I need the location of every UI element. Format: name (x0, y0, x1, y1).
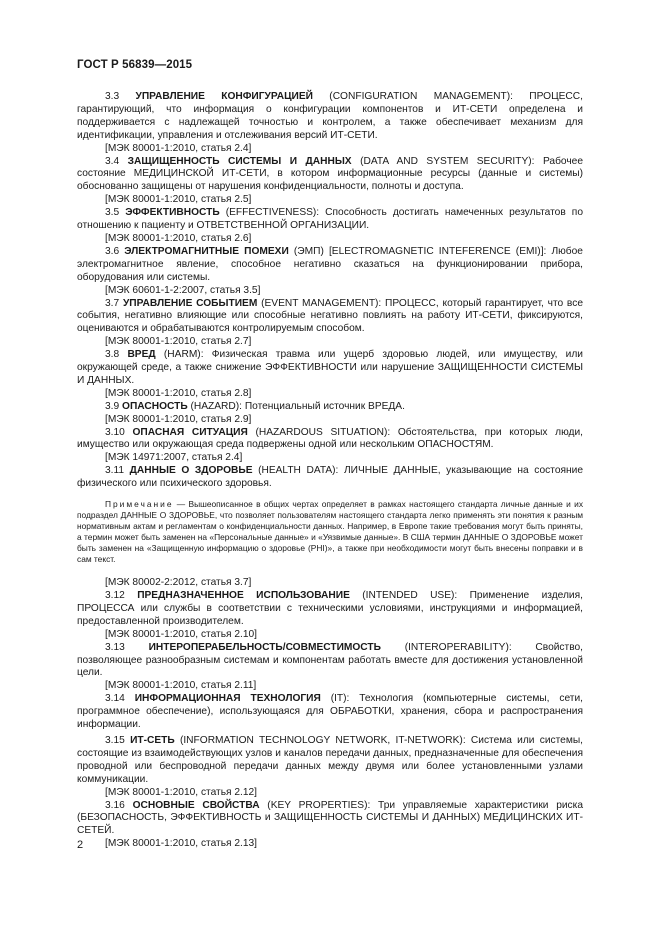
term-reference: [МЭК 80001-1:2010, статья 2.6] (105, 232, 252, 244)
term-entry (77, 401, 583, 414)
term-entry (77, 642, 583, 681)
term-number: 3.13 (105, 641, 125, 653)
terms-list-2 (77, 590, 583, 851)
term-number: 3.3 (105, 91, 120, 102)
term-reference: [МЭК 80001-1:2010, статья 2.12] (105, 786, 258, 798)
term-number: 3.8 (105, 349, 120, 361)
term-number: 3.15 (105, 734, 125, 746)
term-entry (77, 156, 583, 195)
term-reference: [МЭК 80001-1:2010, статья 2.11] (105, 680, 257, 692)
term-name: ЭЛЕКТРОМАГНИТНЫЕ ПОМЕХИ (124, 245, 289, 257)
note-body: Вышеописанное в общих чертах определяет в рамках настоящего стандарта личные данные и их подраздел ДАННЫЕ О ЗДОРОВЬЕ, что позволяет пользователям настоящего стандарта легко применять эти понятия к разным нормативным актам и регламентам о конфиденциальности данных. Например, в Европе такие требования могут быть приняты, а термин может быть заменен на «Персональные данные» и «Уязвимые данные». В США термин ДАННЫЕ О ЗДОРОВЬЕ может быть заменен на «Защищенную информацию о здоровье (PHI)», а также при необходимости могут быть внесены поправки и в сам текст. (77, 499, 584, 565)
term-name: ОСНОВНЫЕ СВОЙСТВА (132, 799, 260, 811)
page-number: 2 (77, 839, 84, 851)
term-name: УПРАВЛЕНИЕ КОНФИГУРАЦИЕЙ (135, 91, 313, 102)
term-definition: (EVENT MANAGEMENT): ПРОЦЕСС, который гарантирует, что все события, негативно влияющие или способные негативно повлиять на работу ИТ-СЕТИ, фиксируются, оцениваются и обрабатываются контролируемым способом. (77, 297, 583, 335)
term-number: 3.16 (105, 799, 125, 811)
term-definition: (ЭМП) [ELECTROMAGNETIC INTEFERENCE (EMI)]: Любое электромагнитное явление, способное негативно сказаться на функционировании прибора, оборудования или системы. (77, 245, 583, 283)
term-name: ОПАСНОСТЬ (122, 400, 188, 412)
term-definition: (INTENDED USE): Применение изделия, ПРОЦЕССА или службы в соответствии с техническими условиями, инструкциями и информацией, предоставленной производителем. (77, 590, 583, 627)
term-entry (77, 590, 583, 629)
note-dash: — (173, 499, 189, 510)
term-reference: [МЭК 80001-1:2010, статья 2.10] (105, 628, 258, 640)
note-text (77, 499, 583, 565)
term-definition: (HAZARDOUS SITUATION): Обстоятельства, при которых люди, имущество или окружающая среда подвержены одной или нескольким ОПАСНОСТЯМ. (77, 426, 583, 451)
term-number: 3.14 (105, 693, 125, 705)
term-name: ОПАСНАЯ СИТУАЦИЯ (132, 426, 248, 438)
term-entry (77, 207, 583, 233)
term-entry (77, 246, 583, 285)
note-reference: [МЭК 80002-2:2012, статья 3.7] (105, 577, 252, 589)
term-name: ИТ-СЕТЬ (130, 734, 175, 746)
term-number: 3.10 (105, 426, 125, 438)
term-name: ЗАЩИЩЕННОСТЬ СИСТЕМЫ И ДАННЫХ (127, 155, 352, 167)
term-name: ИНФОРМАЦИОННАЯ ТЕХНОЛОГИЯ (134, 693, 321, 705)
note-block (77, 499, 583, 565)
term-definition: (CONFIGURATION MANAGEMENT): ПРОЦЕСС, гарантирующий, что информация о конфигурации компонентов и ИТ-СЕТИ определена и поддерживается с надлежащей точностью и контролем, а также обеспечивает механизм для идентификации, управления и отслеживания версий ИТ-СЕТИ. (77, 91, 583, 141)
term-reference: [МЭК 80001-1:2010, статья 2.13] (105, 838, 258, 850)
term-entry (77, 298, 583, 337)
term-definition: (INFORMATION TECHNOLOGY NETWORK, IT-NETWORK): Система или системы, состоящие из взаимодействующих узлов и каналов передачи данных, предназначенные для обеспечения проводной или беспроводной передачи данных между двумя или более установленными узлами коммуникации. (77, 734, 583, 785)
term-number: 3.9 (105, 400, 120, 412)
term-reference: [МЭК 80001-1:2010, статья 2.8] (105, 387, 252, 399)
term-name: ЭФФЕКТИВНОСТЬ (125, 207, 220, 219)
term-entry (77, 349, 583, 388)
term-definition: (EFFECTIVENESS): Способность достигать намеченных результатов по отношению к пациенту и ОТВЕТСТВЕННОЙ ОРГАНИЗАЦИИ. (77, 207, 583, 232)
term-reference: [МЭК 80001-1:2010, статья 2.4] (105, 142, 252, 154)
term-definition: (IT): Технология (компьютерные системы, сети, программное обеспечение), использующаяся для ОБРАБОТКИ, хранения, сбора и распространения информации. (77, 693, 583, 731)
term-definition: (HARM): Физическая травма или ущерб здоровью людей, или имуществу, или окружающей среде, а также снижение ЭФФЕКТИВНОСТИ или нарушение ЗАЩИЩЕННОСТИ СИСТЕМЫ И ДАННЫХ. (77, 349, 583, 386)
term-entry (77, 465, 583, 491)
term-reference: [МЭК 80001-1:2010, статья 2.7] (105, 336, 252, 348)
term-name: ИНТЕРОПЕРАБЕЛЬНОСТЬ/СОВМЕСТИМОСТЬ (148, 641, 381, 653)
term-definition: (HAZARD): Потенциальный источник ВРЕДА. (187, 400, 405, 412)
term-number: 3.6 (105, 245, 120, 257)
terms-list-1 (77, 91, 583, 491)
term-reference: [МЭК 80001-1:2010, статья 2.9] (105, 413, 252, 425)
term-definition: (HEALTH DATA): ЛИЧНЫЕ ДАННЫЕ, указывающие на состояние физического или психического здоровья. (77, 465, 583, 490)
term-number: 3.11 (105, 465, 125, 477)
terms-content (77, 91, 583, 851)
term-definition: (KEY PROPERTIES): Три управляемые характеристики риска (БЕЗОПАСНОСТЬ, ЭФФЕКТИВНОСТЬ и ЗАЩИЩЕННОСТЬ СИСТЕМЫ И ДАННЫХ) МЕДИЦИНСКИХ ИТ-СЕТЕЙ. (77, 799, 583, 837)
document-header: ГОСТ Р 56839—2015 (77, 59, 193, 71)
term-entry (77, 735, 583, 787)
term-definition: (DATA AND SYSTEM SECURITY): Рабочее состояние МЕДИЦИНСКОЙ ИТ-СЕТИ, в котором информационные ресурсы (данные и системы) обоснованно защищены от нарушения конфиденциальности, полноты и доступа. (77, 155, 583, 193)
term-reference: [МЭК 80001-1:2010, статья 2.5] (105, 194, 252, 206)
term-reference: [МЭК 60601-1-2:2007, статья 3.5] (105, 284, 261, 296)
term-definition: (INTEROPERABILITY): Свойство, позволяющее разнообразным системам и компонентам работать вместе для достижения установленной цели. (77, 641, 583, 679)
term-name: ДАННЫЕ О ЗДОРОВЬЕ (129, 465, 253, 477)
term-entry (77, 427, 583, 453)
term-entry (77, 91, 583, 143)
term-entry (77, 800, 583, 839)
term-name: УПРАВЛЕНИЕ СОБЫТИЕМ (122, 297, 258, 309)
note-label: Примечание (105, 499, 174, 510)
term-number: 3.4 (105, 155, 120, 167)
term-reference: [МЭК 14971:2007, статья 2.4] (105, 452, 243, 464)
term-number: 3.7 (105, 297, 120, 309)
term-name: ВРЕД (127, 349, 156, 361)
term-entry (77, 693, 583, 732)
term-number: 3.12 (105, 590, 125, 601)
term-name: ПРЕДНАЗНАЧЕННОЕ ИСПОЛЬЗОВАНИЕ (137, 590, 350, 601)
term-number: 3.5 (105, 207, 120, 219)
